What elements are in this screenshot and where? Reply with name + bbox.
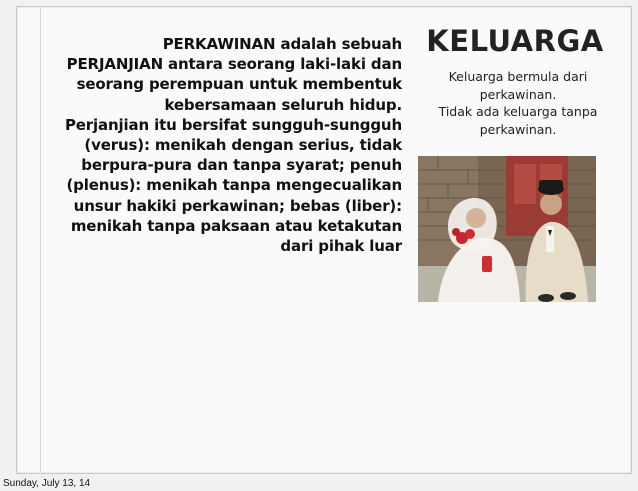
caption-line: Keluarga bermula dari: [448, 69, 588, 84]
body-line: PERKAWINAN adalah sebuah: [162, 35, 402, 53]
elderly-couple-photo-icon: [418, 156, 596, 302]
body-line: dari pihak luar: [280, 237, 402, 256]
body-line: (verus): menikah dengan serius, tidak: [84, 136, 402, 155]
body-line: seorang perempuan untuk membentuk: [76, 75, 402, 94]
body-line: Perjanjian itu bersifat sungguh-sungguh: [64, 115, 402, 134]
page-margin-rule: [40, 6, 41, 472]
body-line: (plenus): menikah tanpa mengecualikan: [66, 176, 402, 195]
wedding-photo: [418, 156, 596, 302]
caption-line: Tidak ada keluarga tanpa: [438, 104, 598, 119]
body-line: PERJANJIAN antara seorang laki-laki dan: [66, 55, 402, 74]
body-line: unsur hakiki perkawinan; bebas (liber):: [73, 196, 402, 215]
footer-date: Sunday, July 13, 14: [3, 478, 91, 489]
body-line: berpura-pura dan tanpa syarat; penuh: [81, 156, 402, 175]
caption-line: perkawinan.: [479, 86, 557, 102]
body-line: menikah tanpa paksaan atau ketakutan: [70, 216, 402, 235]
photo-caption: [420, 68, 616, 138]
slide-title: KELUARGA: [426, 24, 604, 58]
caption-line: perkawinan.: [479, 121, 557, 137]
body-line: kebersamaan seluruh hidup.: [164, 95, 402, 114]
body-text: [58, 34, 402, 256]
